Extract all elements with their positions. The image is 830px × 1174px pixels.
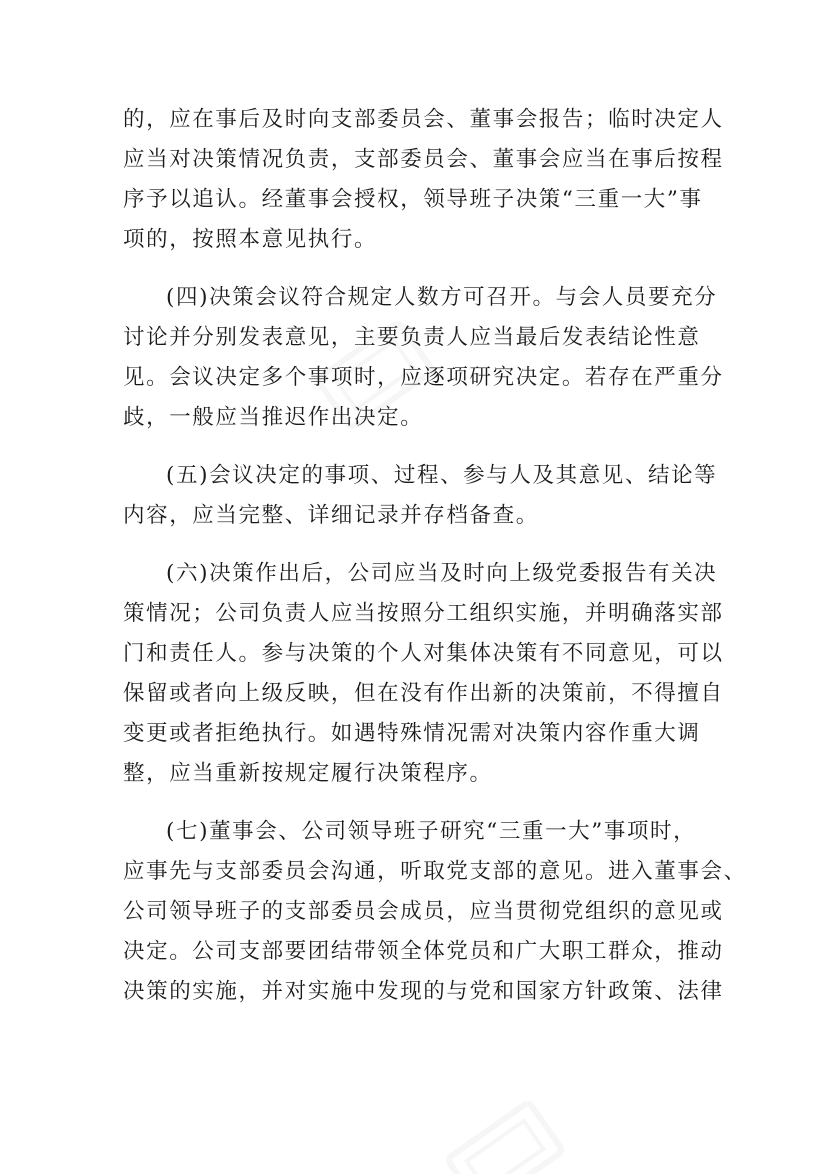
paragraph: [123, 278, 724, 438]
paragraph: [123, 456, 718, 536]
paragraph: [123, 100, 724, 260]
text-line: 策情况；公司负责人应当按照分工组织实施，并明确落实部: [123, 601, 724, 626]
text-line: 决定。公司支部要团结带领全体党员和广大职工群众，推动: [123, 939, 724, 964]
text-line: 项的，按照本意见执行。: [123, 227, 378, 252]
text-line: 保留或者向上级反映，但在没有作出新的决策前，不得擅自: [123, 681, 724, 706]
document-body: [123, 100, 747, 1030]
text-line: 变更或者拒绝执行。如遇特殊情况需对决策内容作重大调: [123, 721, 701, 746]
text-line: 公司领导班子的支部委员会成员，应当贯彻党组织的意见或: [123, 899, 724, 924]
text-line: 讨论并分别发表意见，主要负责人应当最后发表结论性意: [123, 325, 701, 350]
text-line: 见。会议决定多个事项时，应逐项研究决定。若存在严重分: [123, 365, 724, 390]
text-line: (五)会议决定的事项、过程、参与人及其意见、结论等: [166, 463, 718, 488]
watermark-seal-icon: [430, 1080, 580, 1174]
text-line: (六)决策作出后，公司应当及时向上级党委报告有关决: [166, 561, 718, 586]
text-line: 歧，一般应当推迟作出决定。: [123, 405, 424, 430]
text-line: 门和责任人。参与决策的个人对集体决策有不同意见，可以: [123, 641, 724, 666]
text-line: 整，应当重新按规定履行决策程序。: [123, 761, 493, 786]
text-line: 决策的实施，并对实施中发现的与党和国家方针政策、法律: [123, 979, 724, 1004]
text-line: 应事先与支部委员会沟通，听取党支部的意见。进入董事会、: [123, 859, 747, 884]
text-line: 的，应在事后及时向支部委员会、董事会报告；临时决定人: [123, 107, 724, 132]
paragraph: [123, 812, 747, 1012]
text-line: (七)董事会、公司领导班子研究“三重一大”事项时，: [166, 819, 697, 844]
text-line: (四)决策会议符合规定人数方可召开。与会人员要充分: [166, 285, 718, 310]
text-line: 序予以追认。经董事会授权，领导班子决策“三重一大”事: [123, 187, 703, 212]
paragraph: [123, 554, 724, 794]
text-line: 内容，应当完整、详细记录并存档备查。: [123, 503, 539, 528]
text-line: 应当对决策情况负责，支部委员会、董事会应当在事后按程: [123, 147, 724, 172]
